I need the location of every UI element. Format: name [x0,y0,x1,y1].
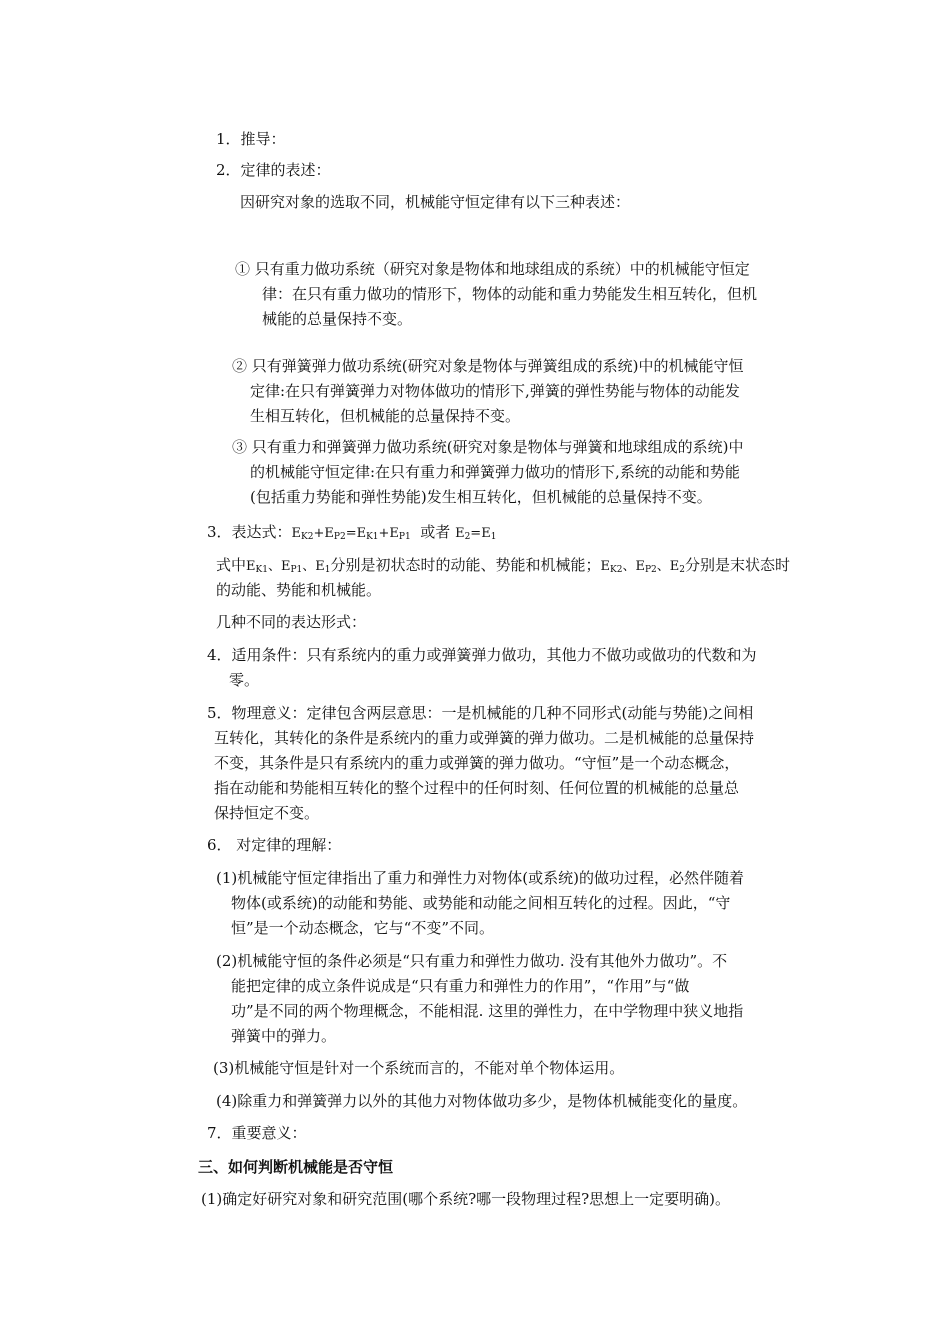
section-3-heading: 三、如何判断机械能是否守恒 [198,1158,394,1176]
statement-3-line-3: (包括重力势能和弹性势能)发生相互转化，但机械能的总量保持不变。 [250,488,712,506]
symbol-explanation-line-1: 式中$E_{K1}$、$E_{P1}$、$E_1$分别是初状态时的动能、势能和机械能；$E_{K2}$、$E_{P2}$、$E_2$分别是末状态时 [216,556,791,575]
item-3-expression [207,522,496,547]
point-2-line-4: 弹簧中的弹力。 [231,1027,337,1045]
or-word: 或者 [420,523,451,541]
item-7-significance: 7．重要意义： [207,1124,307,1142]
item-4-conditions-line-1: 4．适用条件：只有系统内的重力或弹簧弹力做功，其他力不做功或做功的代数和为 [207,646,757,664]
statement-1-line-1: ① 只有重力做功系统（研究对象是物体和地球组成的系统）中的机械能守恒定 [235,260,750,278]
point-2-line-2: 能把定律的成立条件说成是“只有重力和弹性力的作用”，“作用”与“做 [231,977,690,995]
statement-3-line-1: ③ 只有重力和弹簧弹力做功系统(研究对象是物体与弹簧和地球组成的系统)中 [232,438,744,456]
symbol-explanation-line-2: 的动能、势能和机械能。 [216,581,382,599]
point-1-line-1: (1)机械能守恒定律指出了重力和弹性力对物体(或系统)的做功过程，必然伴随着 [216,869,744,887]
formula-2: $E_2=E_1$ [455,526,497,542]
statement-3-line-2: 的机械能守恒定律:在只有重力和弹簧弹力做功的情形下,系统的动能和势能 [250,463,740,481]
item-5-meaning-line-1: 5．物理意义：定律包含两层意思：一是机械能的几种不同形式(动能与势能)之间相 [207,704,754,722]
judge-step-1: (1)确定好研究对象和研究范围(哪个系统?哪一段物理过程?思想上一定要明确)。 [201,1190,731,1208]
statement-2-line-3: 生相互转化，但机械能的总量保持不变。 [250,407,521,425]
expression-label: 3．表达式： [207,523,292,541]
statement-2-line-1: ② 只有弹簧弹力做功系统(研究对象是物体与弹簧组成的系统)中的机械能守恒 [232,357,744,375]
item-5-meaning-line-3: 不变，其条件是只有系统内的重力或弹簧的弹力做功。“守恒”是一个动态概念， [214,754,740,772]
item-1-derivation: 1．推导： [216,130,286,148]
final-symbols: $E_{K2}$、$E_{P2}$、$E_2$ [600,559,685,575]
statement-intro: 因研究对象的选取不同，机械能守恒定律有以下三种表述： [240,193,631,211]
statement-1-line-2: 律：在只有重力做功的情形下，物体的动能和重力势能发生相互转化，但机 [262,285,758,303]
point-1-line-2: 物体(或系统)的动能和势能、或势能和动能之间相互转化的过程。因此，“守 [231,894,731,912]
formula-1: $E_{K2}+E_{P2}=E_{K1}+E_{P1}$ [291,526,411,542]
item-5-meaning-line-2: 互转化，其转化的条件是系统内的重力或弹簧的弹力做功。二是机械能的总量保持 [214,729,755,747]
point-1-line-3: 恒”是一个动态概念，它与“不变”不同。 [231,919,495,937]
point-2-line-3: 功”是不同的两个物理概念，不能相混. 这里的弹性力，在中学物理中狭义地指 [231,1002,744,1020]
item-4-conditions-line-2: 零。 [229,671,260,689]
expression-forms: 几种不同的表达形式： [216,613,367,631]
point-2-line-1: (2)机械能守恒的条件必须是“只有重力和弹性力做功. 没有其他外力做功”。不 [216,952,728,970]
item-5-meaning-line-5: 保持恒定不变。 [214,804,320,822]
item-5-meaning-line-4: 指在动能和势能相互转化的整个过程中的任何时刻、任何位置的机械能的总量总 [214,779,740,797]
point-4: (4)除重力和弹簧弹力以外的其他力对物体做功多少，是物体机械能变化的量度。 [216,1092,748,1110]
statement-1-line-3: 械能的总量保持不变。 [262,310,413,328]
item-6-understanding: 6． 对定律的理解： [207,836,342,854]
initial-symbols: $E_{K1}$、$E_{P1}$、$E_1$ [246,559,331,575]
point-3: (3)机械能守恒是针对一个系统而言的，不能对单个物体运用。 [213,1059,625,1077]
statement-2-line-2: 定律:在只有弹簧弹力对物体做功的情形下,弹簧的弹性势能与物体的动能发 [250,382,740,400]
item-2-statement: 2．定律的表述： [216,161,331,179]
